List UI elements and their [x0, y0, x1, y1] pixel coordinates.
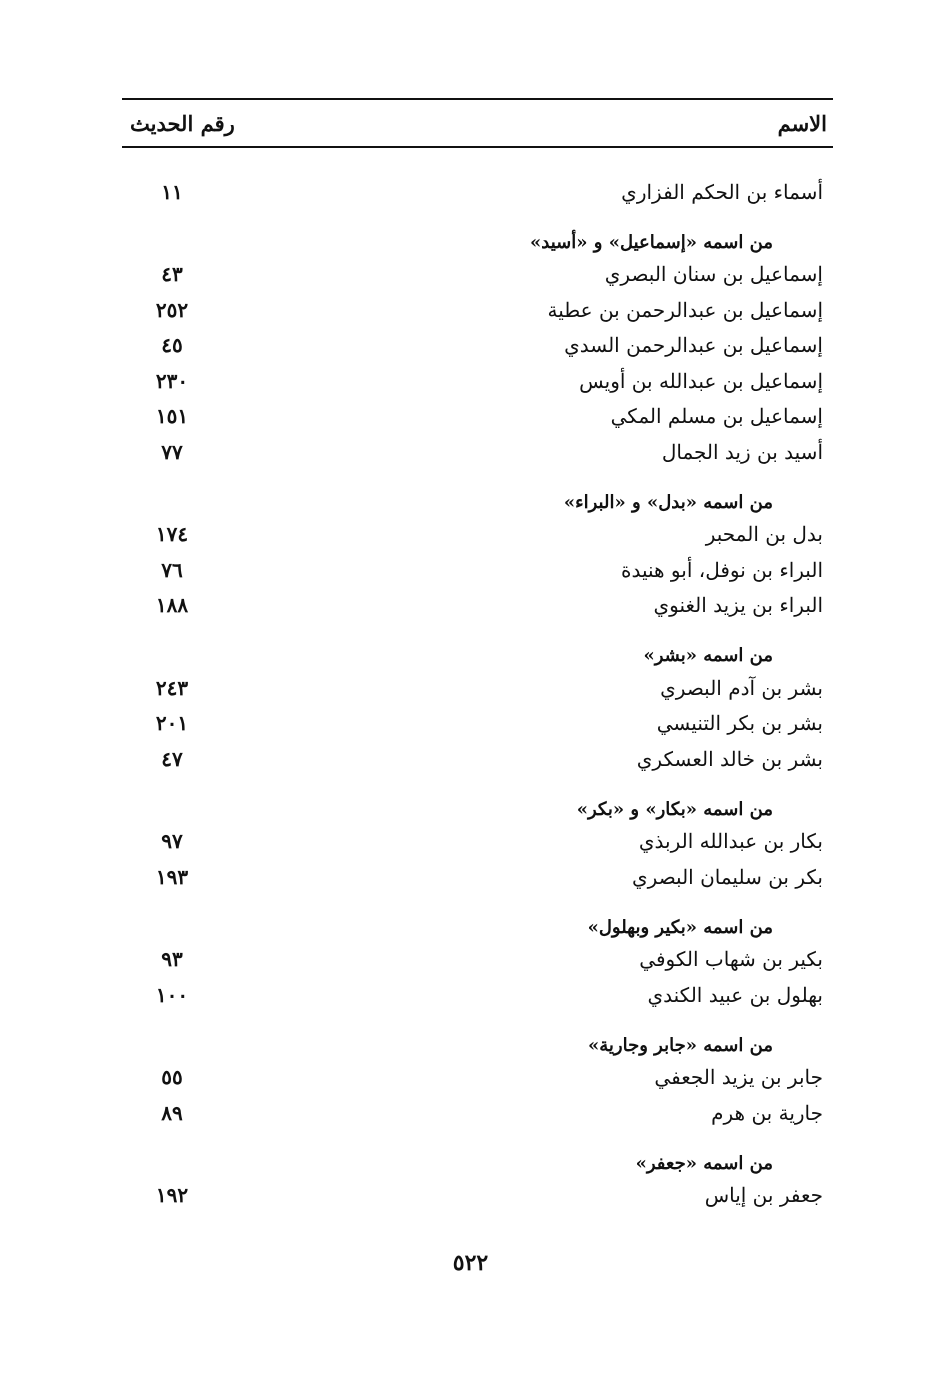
index-row: [122, 292, 833, 328]
narrator-name: أسماء بن الحكم الفزاري: [621, 179, 823, 204]
index-list: [122, 174, 833, 1213]
hadith-number: ٢٠١: [155, 711, 189, 736]
section-heading: من اسمه «بشر»: [643, 645, 773, 666]
narrator-name: إسماعيل بن عبدالرحمن بن عطية: [547, 297, 823, 322]
hadith-number: ٩٣: [161, 947, 183, 972]
hadith-number: ١٨٨: [155, 593, 189, 618]
narrator-name: بدل بن المحبر: [705, 522, 823, 547]
name-column-header: الاسم: [777, 110, 827, 136]
narrator-name: بهلول بن عبيد الكندي: [647, 982, 823, 1007]
number-column-header: رقم الحديث: [130, 110, 235, 136]
narrator-name: بكار بن عبدالله الربذي: [638, 829, 823, 854]
narrator-name: إسماعيل بن مسلم المكي: [610, 404, 823, 429]
hadith-number: ١١: [161, 179, 183, 204]
hadith-number: ١٩٣: [155, 864, 189, 889]
narrator-name: البراء بن نوفل، أبو هنيدة: [620, 557, 823, 582]
header-rule: [122, 146, 833, 148]
narrator-name: بشر بن بكر التنيسي: [656, 711, 823, 736]
index-row: [122, 942, 833, 978]
index-row: [122, 859, 833, 895]
hadith-number: ٤٧: [161, 746, 183, 771]
index-row: [122, 1060, 833, 1096]
narrator-name: بكر بن سليمان البصري: [632, 864, 823, 889]
index-row: [122, 824, 833, 860]
section-heading: من اسمه «بكير وبهلول»: [587, 916, 773, 938]
index-row: [122, 670, 833, 706]
index-row: [122, 1178, 833, 1214]
index-row: [122, 434, 833, 470]
index-row: [122, 328, 833, 364]
hadith-number: ١٩٢: [155, 1183, 189, 1208]
section-heading: من اسمه «جعفر»: [635, 1152, 773, 1174]
narrator-name: أسيد بن زيد الجمال: [661, 439, 823, 464]
section-heading: من اسمه «إسماعيل» و «أسيد»: [530, 231, 773, 253]
narrator-name: بشر بن خالد العسكري: [636, 746, 823, 771]
narrator-name: إسماعيل بن سنان البصري: [604, 262, 823, 287]
index-row: [122, 552, 833, 588]
narrator-name: جابر بن يزيد الجعفي: [654, 1065, 823, 1090]
hadith-number: ٥٥: [161, 1065, 183, 1090]
hadith-number: ١٥١: [155, 404, 189, 429]
index-row: [122, 706, 833, 742]
index-row: [122, 399, 833, 435]
index-page: [122, 98, 833, 1213]
hadith-number: ٧٧: [161, 439, 183, 464]
hadith-number: ١٧٤: [155, 522, 189, 547]
narrator-name: جعفر بن إياس: [704, 1183, 823, 1208]
index-row: [122, 741, 833, 777]
index-row: [122, 1095, 833, 1131]
hadith-number: ٢٣٠: [155, 368, 189, 393]
hadith-number: ٢٤٣: [155, 675, 189, 700]
narrator-name: جارية بن هرم: [711, 1100, 823, 1125]
narrator-name: بكير بن شهاب الكوفي: [639, 947, 823, 972]
table-header: [122, 100, 833, 146]
index-row: [122, 174, 833, 210]
hadith-number: ٤٥: [161, 333, 183, 358]
narrator-name: البراء بن يزيد الغنوي: [653, 593, 823, 618]
index-row: [122, 517, 833, 553]
section-heading: من اسمه «بكار» و «بكر»: [576, 798, 773, 820]
index-row: [122, 257, 833, 293]
hadith-number: ٤٣: [161, 262, 183, 287]
page-number: ٥٢٢: [452, 1250, 489, 1276]
narrator-name: إسماعيل بن عبدالرحمن السدي: [564, 333, 823, 358]
index-row: [122, 588, 833, 624]
narrator-name: بشر بن آدم البصري: [660, 675, 823, 700]
hadith-number: ٨٩: [161, 1100, 183, 1125]
hadith-number: ٢٥٢: [155, 297, 189, 322]
narrator-name: إسماعيل بن عبدالله بن أويس: [579, 368, 823, 393]
index-row: [122, 363, 833, 399]
section-heading: من اسمه «بدل» و «البراء»: [563, 491, 773, 513]
hadith-number: ٧٦: [161, 557, 183, 582]
index-row: [122, 977, 833, 1013]
section-heading: من اسمه «جابر وجارية»: [588, 1034, 773, 1056]
hadith-number: ٩٧: [161, 829, 183, 854]
hadith-number: ١٠٠: [155, 982, 189, 1007]
